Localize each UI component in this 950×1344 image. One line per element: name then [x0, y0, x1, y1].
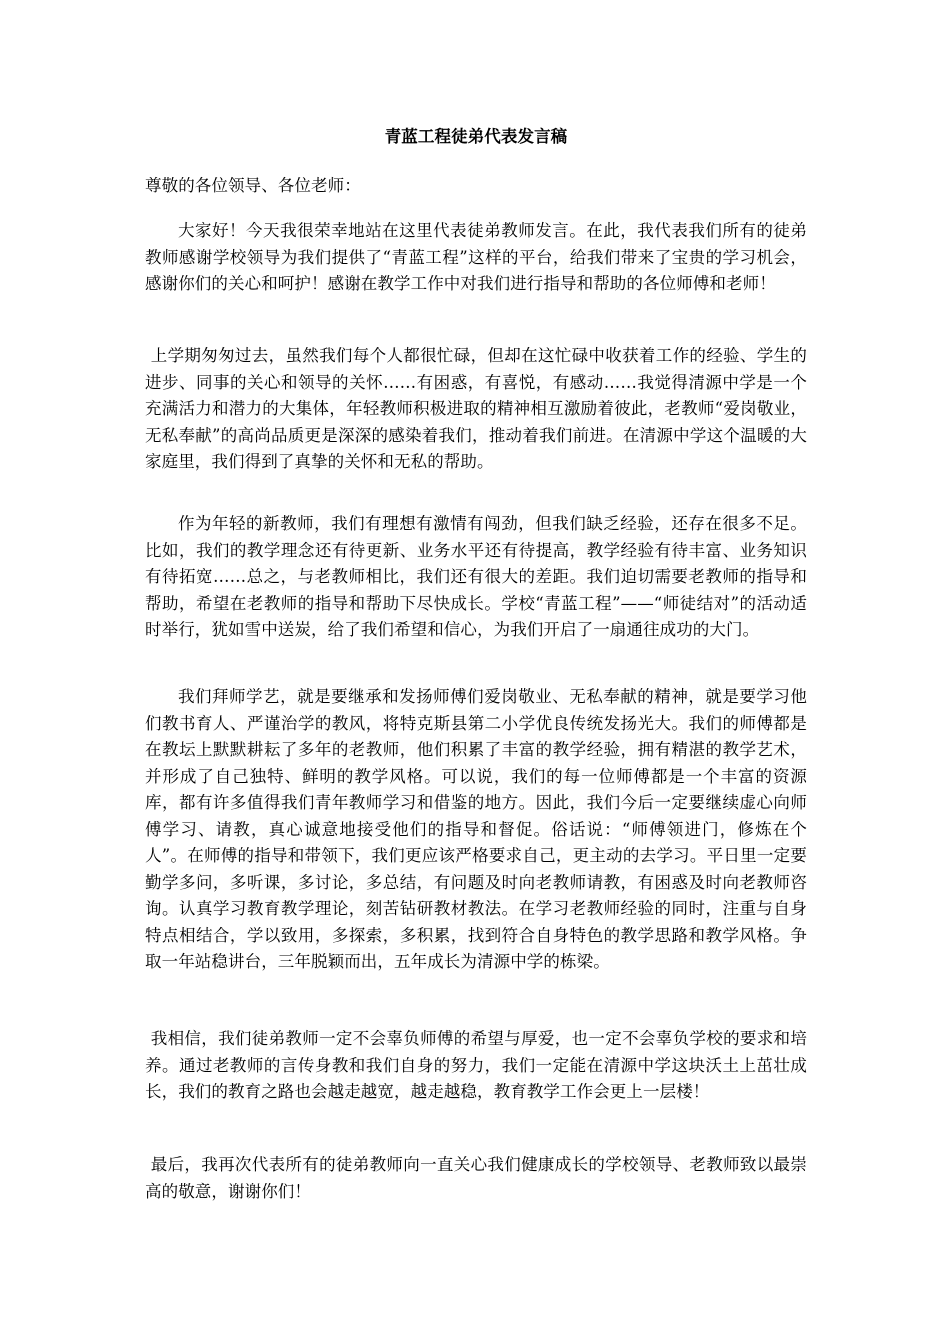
paragraph-last-semester: 上学期匆匆过去，虽然我们每个人都很忙碌，但却在这忙碌中收获着工作的经验、学生的进步、同事的关心和领导的关怀……有困惑，有喜悦，有感动……我觉得清源中学是一个充满活力和潜力的大集体，年轻教师积极进取的精神相互激励着彼此，老教师“爱岗敬业，无私奉献”的高尚品质更是深深的感染着我们，推动着我们前进。在清源中学这个温暖的大家庭里，我们得到了真挚的关怀和无私的帮助。: [145, 346, 807, 471]
paragraph-belief: 我相信，我们徒弟教师一定不会辜负师傅的希望与厚爱，也一定不会辜负学校的要求和培养。通过老教师的言传身教和我们自身的努力，我们一定能在清源中学这块沃土上茁壮成长，我们的教育之路也会越走越宽，越走越稳，教育教学工作会更上一层楼！: [145, 1029, 807, 1101]
paragraph-greeting: 大家好！今天我很荣幸地站在这里代表徒弟教师发言。在此，我代表我们所有的徒弟教师感谢学校领导为我们提供了“青蓝工程”这样的平台，给我们带来了宝贵的学习机会，感谢你们的关心和呵护！感谢在教学工作中对我们进行指导和帮助的各位师傅和老师！: [145, 221, 807, 293]
document-title: 青蓝工程徒弟代表发言稿: [384, 127, 568, 146]
paragraph-apprenticeship: 我们拜师学艺，就是要继承和发扬师傅们爱岗敬业、无私奉献的精神，就是要学习他们教书育人、严谨治学的教风，将特克斯县第二小学优良传统发扬光大。我们的师傅都是在教坛上默默耕耘了多年的老教师，他们积累了丰富的教学经验，拥有精湛的教学艺术，并形成了自己独特、鲜明的教学风格。可以说，我们的每一位师傅都是一个丰富的资源库，都有许多值得我们青年教师学习和借鉴的地方。因此，我们今后一定要继续虚心向师傅学习、请教，真心诚意地接受他们的指导和督促。俗话说：“师傅领进门，修炼在个人”。在师傅的指导和带领下，我们更应该严格要求自己，更主动的去学习。平日里一定要勤学多问，多听课，多讨论，多总结，有问题及时向老教师请教，有困惑及时向老教师咨询。认真学习教育教学理论，刻苦钻研教材教法。在学习老教师经验的同时，注重与自身特点相结合，学以致用，多探索，多积累，找到符合自身特色的教学思路和教学风格。争取一年站稳讲台，三年脱颖而出，五年成长为清源中学的栋梁。: [145, 687, 807, 971]
paragraph-new-teachers: 作为年轻的新教师，我们有理想有激情有闯劲，但我们缺乏经验，还存在很多不足。比如，我们的教学理念还有待更新、业务水平还有待提高，教学经验有待丰富、业务知识有待拓宽……总之，与老教师相比，我们还有很大的差距。我们迫切需要老教师的指导和帮助，希望在老教师的指导和帮助下尽快成长。学校“青蓝工程”——“师徒结对”的活动适时举行，犹如雪中送炭，给了我们希望和信心，为我们开启了一扇通往成功的大门。: [145, 514, 807, 639]
paragraph-closing: 最后，我再次代表所有的徒弟教师向一直关心我们健康成长的学校领导、老教师致以最崇高的敬意，谢谢你们！: [145, 1155, 807, 1201]
salutation: 尊敬的各位领导、各位老师：: [145, 176, 361, 195]
